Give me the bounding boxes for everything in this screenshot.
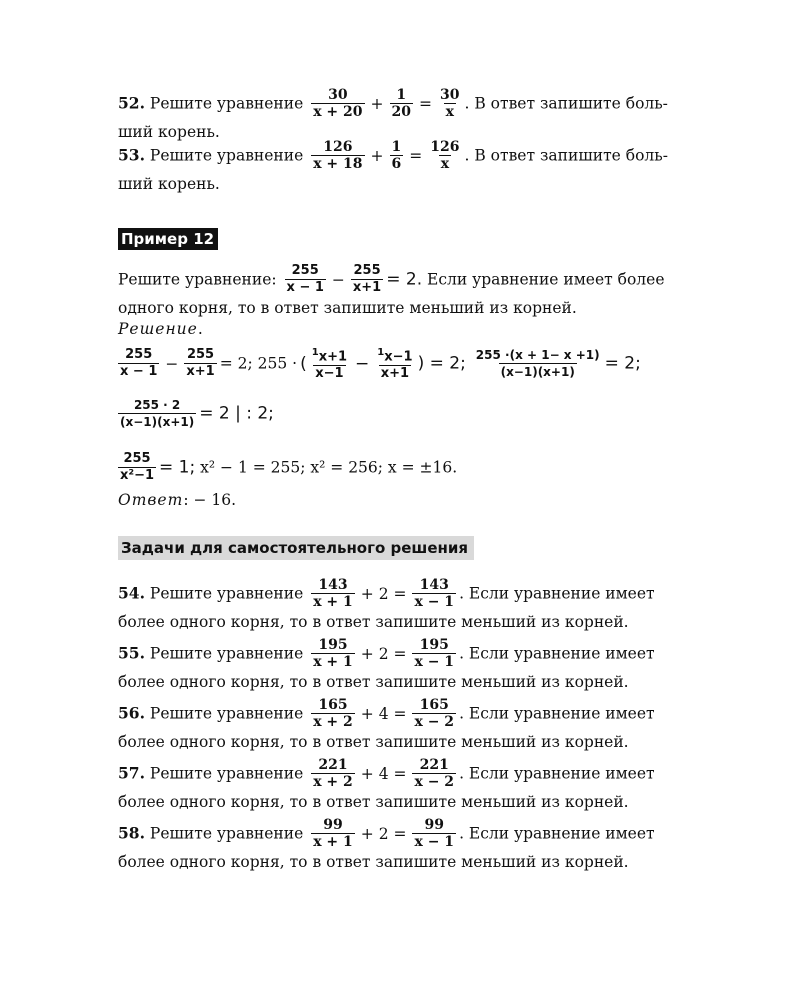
numerator: 221 (318, 757, 348, 773)
fraction (311, 757, 355, 790)
denominator: x + 2 (313, 774, 353, 790)
fraction (412, 637, 456, 670)
numerator: 255 ·(x + 1− x +1) (475, 348, 600, 363)
problem-line-2: более одного корня, то в ответ запишите меньший из корней. (118, 733, 629, 751)
numerator: 30 (328, 87, 348, 103)
operator: = (419, 94, 432, 113)
solution-label: Решение (118, 320, 198, 338)
numerator-text: x−1 (384, 349, 413, 365)
denominator: x+1 (352, 280, 382, 295)
fraction (118, 397, 196, 430)
problem-number: 52. (118, 93, 145, 113)
fraction (351, 263, 383, 296)
problem-line (118, 638, 724, 671)
problem-lead: Решите уравнение (144, 146, 304, 165)
problem-tail: . В ответ запишите боль- (464, 146, 668, 165)
fraction (184, 347, 216, 380)
denominator: x−1 (315, 366, 344, 382)
fraction (118, 347, 159, 380)
numerator: 30 (440, 87, 460, 103)
numerator: 99 (323, 817, 343, 833)
fraction (311, 139, 364, 172)
numerator: 255 (125, 347, 153, 363)
example-intro-line-2: одного корня, то в ответ запишите меньший из корней. (118, 299, 577, 317)
fraction (311, 637, 355, 670)
problem-57 (118, 758, 724, 814)
numerator: 126 (323, 139, 353, 155)
label-dot: . (197, 320, 203, 338)
fraction (390, 87, 413, 120)
denominator: x + 2 (313, 714, 353, 730)
problem-tail: . Если уравнение имеет (459, 704, 655, 723)
problem-line (118, 140, 724, 173)
operator: + (370, 94, 384, 113)
fraction (311, 577, 355, 610)
problem-lead: Решите уравнение (144, 704, 304, 723)
numerator: 221 (419, 757, 449, 773)
denominator: x + 1 (313, 834, 353, 850)
problem-tail: . Если уравнение имеет (459, 764, 655, 783)
numerator (310, 345, 349, 365)
cancel-mark: 1 (311, 347, 319, 358)
numerator: 255 (123, 451, 151, 466)
fraction (310, 345, 349, 382)
operator: + 4 = (360, 704, 407, 723)
solution-step-3 (118, 452, 457, 485)
numerator: 143 (419, 577, 449, 593)
problem-lead: Решите уравнение (144, 94, 304, 113)
intro-lead: Решите уравнение: (118, 270, 277, 289)
numerator-text: x+1 (318, 349, 348, 365)
problem-line (118, 578, 724, 611)
fraction (285, 263, 326, 296)
equation-part: = 2 | : 2; (199, 403, 274, 424)
example-header-wrap (118, 228, 218, 250)
numerator: 255 (291, 263, 319, 278)
solution-step-1 (118, 346, 724, 383)
denominator: x − 1 (414, 654, 455, 670)
numerator: 1 (396, 87, 407, 103)
denominator: x − 1 (120, 364, 158, 380)
example-intro (118, 264, 724, 320)
problem-number: 57. (118, 763, 145, 783)
paren-open: ( (300, 353, 307, 374)
problem-lead: Решите уравнение (144, 824, 304, 843)
problem-line-2: более одного корня, то в ответ запишите меньший из корней. (118, 853, 629, 871)
fraction (438, 87, 461, 120)
fraction (311, 697, 355, 730)
denominator: x+1 (186, 364, 215, 380)
problem-lead: Решите уравнение (144, 644, 304, 663)
operator: = (409, 146, 423, 165)
equation-part: x² − 1 = 255; x² = 256; x = ±16. (195, 458, 458, 477)
problem-line-2: ший корень. (118, 175, 220, 193)
operator: + 4 = (360, 764, 407, 783)
denominator: x − 2 (414, 714, 455, 730)
section-header-wrap (118, 536, 474, 560)
operator: + 2 = (360, 824, 407, 843)
numerator: 195 (318, 637, 348, 653)
fraction (428, 139, 461, 172)
problem-line (118, 698, 724, 731)
problem-tail: . Если уравнение имеет (459, 824, 655, 843)
intro-tail: Если уравнение имеет более (422, 270, 665, 289)
fraction (412, 757, 456, 790)
cancel-mark: 1 (377, 347, 385, 358)
problem-54 (118, 578, 724, 634)
operator: − (165, 354, 179, 373)
operator: + 2 = (360, 584, 407, 603)
answer-line (118, 491, 236, 509)
problem-lead: Решите уравнение (144, 764, 304, 783)
fraction (412, 577, 456, 610)
problem-56 (118, 698, 724, 754)
problem-lead: Решите уравнение (144, 584, 304, 603)
denominator: x²−1 (120, 468, 155, 483)
operator: + (370, 146, 384, 165)
problem-line-2: более одного корня, то в ответ запишите меньший из корней. (118, 673, 629, 691)
denominator: x+1 (380, 366, 410, 382)
problem-53 (118, 140, 724, 196)
fraction (311, 87, 364, 120)
fraction (412, 817, 456, 850)
operator: − (331, 270, 345, 289)
answer-value: : − 16. (183, 491, 237, 509)
denominator: 20 (391, 104, 411, 120)
solution-step-2 (118, 398, 274, 431)
numerator: 99 (424, 817, 445, 833)
problem-58 (118, 818, 724, 874)
problem-number: 55. (118, 643, 145, 663)
numerator: 255 · 2 (133, 398, 181, 412)
problem-tail: . В ответ запишите боль- (464, 94, 668, 113)
problem-52 (118, 88, 724, 144)
problem-line-2: ший корень. (118, 123, 220, 141)
problem-tail: . Если уравнение имеет (459, 584, 655, 603)
fraction (412, 697, 456, 730)
problem-line-2: более одного корня, то в ответ запишите меньший из корней. (118, 793, 629, 811)
numerator: 195 (419, 637, 449, 653)
example-header: Пример 12 (118, 228, 218, 250)
answer-label: Ответ (118, 491, 184, 509)
denominator: x − 1 (286, 280, 324, 295)
fraction (375, 345, 414, 382)
denominator: x − 2 (414, 774, 455, 790)
numerator: 1 (391, 139, 402, 155)
denominator: x + 1 (313, 654, 353, 670)
numerator: 255 (353, 263, 381, 278)
denominator: x + 1 (313, 594, 353, 610)
problem-line-2: более одного корня, то в ответ запишите меньший из корней. (118, 613, 629, 631)
denominator: x − 1 (414, 834, 455, 850)
problem-number: 56. (118, 703, 145, 723)
solution-label-wrap (118, 320, 203, 338)
fraction (390, 139, 404, 172)
denominator: x + 18 (313, 156, 363, 172)
problem-tail: . Если уравнение имеет (459, 644, 655, 663)
problem-number: 53. (118, 145, 145, 165)
equation-rhs: = 2. (386, 269, 423, 290)
denominator: x (445, 104, 454, 120)
numerator: 255 (186, 347, 215, 363)
equation-part: = 2; (604, 353, 641, 374)
problem-line (118, 818, 724, 851)
numerator: 126 (430, 139, 460, 155)
operator: − (355, 353, 370, 374)
problem-55 (118, 638, 724, 694)
fraction (311, 817, 355, 850)
numerator: 143 (318, 577, 348, 593)
numerator: 165 (419, 697, 449, 713)
denominator: x + 20 (313, 104, 363, 120)
problem-number: 58. (118, 823, 145, 843)
numerator: 165 (318, 697, 348, 713)
equation-part: ) = 2; (417, 353, 466, 374)
section-header: Задачи для самостоятельного решения (118, 536, 474, 560)
denominator: (x−1)(x+1) (500, 365, 575, 380)
operator: + 2 = (360, 644, 407, 663)
problem-line (118, 758, 724, 791)
equation-part: = 2; 255 · (219, 354, 298, 373)
problem-number: 54. (118, 583, 145, 603)
numerator (375, 345, 414, 365)
fraction (474, 347, 602, 380)
problem-line (118, 88, 724, 121)
denominator: x (440, 156, 450, 172)
example-intro-line (118, 264, 724, 297)
fraction (118, 451, 156, 484)
denominator: x − 1 (414, 594, 455, 610)
equation-part: = 1; (159, 457, 196, 478)
denominator: (x−1)(x+1) (120, 415, 195, 429)
denominator: 6 (391, 156, 402, 172)
